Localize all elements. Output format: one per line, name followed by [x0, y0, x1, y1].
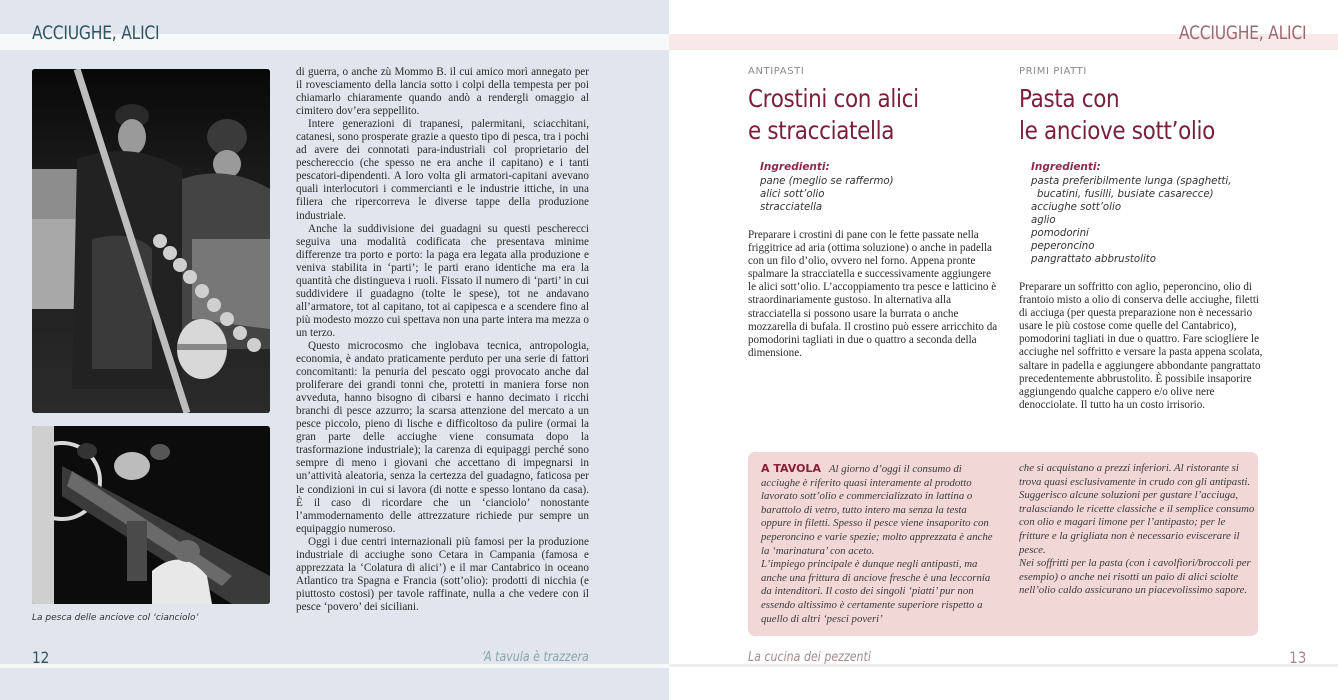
- preparation-text: Preparare un soffritto con aglio, peperoncino, olio di frantoio misto a olio di conserva delle acciughe, filetti di acciuga (per questa preparazione non è necessario usare le più costose come quelle del Cantabrico), pomodorini tagliati in due o quattro. Fare sciogliere le acciughe nel soffritto e versare la pasta appena scolata, saltare in padella e aggiungere abbondante pangrattato precedentemente abbrustolito. È possibile insaporire aggiungendo qualche cappero e/o olive nere denocciolate. Il tutto ha un costo irrisorio.: [1019, 281, 1263, 411]
- section-label: PRIMI PIATTI: [1019, 66, 1087, 77]
- paragraph: Questo microcosmo che inglobava tecnica, antropologia, economia, è andato praticamente perduto per una serie di fattori concomitanti: la penuria del pescato oggi provocato anche dal proliferare dei grandi tonni che, protetti in maniera forse non avveduta, hanno bisogno di cibarsi e hanno decimato i ricchi branchi di pesce azzurro; la scarsa attenzione del mercato a un pesce piccolo, pieno di lische e difficoltoso da pulire (ormai la gran parte delle acciughe viene consumata dopo la trasformazione industriale); la carenza di equipaggi perché sono sempre di meno i giovani che accettano di impegnarsi in un’attività aleatoria, senza la certezza del guadagno, faticosa per le condizioni in cui si lavora (di notte e spesso lontano da casa). È il caso di ricordare che un ‘cianciolo’ nonostante l’ammodernamento delle attrezzature richiede pur sempre un equipaggio numeroso.: [296, 339, 589, 535]
- recipe-title-line: le anciove sott’olio: [1019, 116, 1215, 145]
- ingredient: pasta preferibilmente lunga (spaghetti,: [1031, 176, 1232, 187]
- net-hauling-photo: [32, 426, 270, 604]
- page-number: 13: [1288, 648, 1306, 667]
- paragraph: Oggi i due centri internazionali più famosi per la produzione industriale di acciughe sono Cetara in Campania (famosa e apprezzata la ‘Colatura di alici’) e il mar Cantabrico in oceano Atlantico tra Spagna e Francia (sott’olio): prodotti di nicchia (e piuttosto costosi) per tavole raffinate, nulla a che vedere con il pesce ‘povero’ dei siciliani.: [296, 535, 589, 613]
- ingredient: stracciatella: [760, 202, 823, 213]
- running-head: ACCIUGHE, ALICI: [1178, 22, 1306, 44]
- right-page: [669, 0, 1338, 700]
- box-text: Al giorno d’oggi il consumo di acciughe è riferito quasi interamente al prodotto lavorato sott’olio e commercializzato in lattina o barattolo di vetro, tutto intero ma senza la testa oppure in filetti. Spesso il pesce viene insaporito con peperoncino e varie spezie; molto apprezzata è anche la ‘marinatura’ con aceto.: [761, 463, 993, 557]
- box-text: L’impiego principale è dunque negli antipasti, ma anche una frittura di anciove fresche è una leccornia da intenditori. Il costo dei singoli ‘piatti’ pur non essendo altissimo è certamente superiore rispetto a quello di altri ‘pesci poveri’: [761, 558, 991, 625]
- ingredients-list: [1031, 175, 1269, 266]
- fishermen-photo-image: [32, 69, 270, 413]
- preparation-text: Preparare i crostini di pane con le fette passate nella friggitrice ad aria (ottima soluzione) o anche in padella con un filo d’olio, ovvero nel forno. Appena pronte spalmare la stracciatella e successivamente aggiungere le alici sott’olio. L’accoppiamento tra pesce e latticino è straordinariamente gustoso. In alternativa alla stracciatella si possono usare la burrata o anche mozzarella di bufala. Il crostino può essere arricchito da pomodorini tagliati in due o quattro a seconda della dimensione.: [748, 229, 998, 359]
- net-hauling-photo-image: [32, 426, 270, 604]
- photo-caption: La pesca delle anciove col ‘cianciolo’: [32, 613, 199, 623]
- ingredient: bucatini, fusilli, busiate casarecce): [1037, 189, 1214, 200]
- page-number: 12: [32, 648, 50, 667]
- recipe-title: [1019, 83, 1234, 147]
- paragraph: Anche la suddivisione dei guadagni su questi pescherecci seguiva una modalità codificata che presentava minime differenze tra porto e porto: la paga era legata alla produzione e veniva stabilita in ‘parti’; le parti erano identiche ma era la quantità che distingueva i ruoli. Fissato il numero di ‘parti’ in cui suddividere il guadagno (tolte le spese), tot ne andavano all’armatore, tot al capitano, tot ai capipesca e a scendere fino al più modesto mozzo cui spettava non una parte intera ma mezza o un terzo.: [296, 222, 589, 339]
- section-label: ANTIPASTI: [748, 66, 805, 77]
- article-body: [296, 66, 589, 614]
- recipe-title-line: Crostini con alici: [748, 84, 919, 113]
- ingredient: acciughe sott’olio: [1031, 202, 1122, 213]
- ingredient: peperoncino: [1031, 241, 1095, 252]
- ingredient: pane (meglio se raffermo): [760, 176, 894, 187]
- recipe-title: [748, 83, 963, 147]
- book-title-footer: La cucina dei pezzenti: [748, 650, 871, 665]
- box-text: che si acquistano a prezzi inferiori. Al ristorante si trova quasi esclusivamente in crudo con gli antipasti.: [1019, 462, 1251, 488]
- ingredient: pomodorini: [1031, 228, 1089, 239]
- ingredient: pangrattato abbrustolito: [1031, 254, 1157, 265]
- fishermen-photo: [32, 69, 270, 413]
- box-text: Suggerisco alcune soluzioni per gustare l’acciuga, tralasciando le ricette classiche e il semplice consumo con olio e magari limone per l’antipasto; per le fritture e la grigliata non è necessario eviscerare il pesce.: [1019, 489, 1255, 556]
- recipe-title-line: e stracciatella: [748, 116, 895, 145]
- recipe-pasta: [1019, 66, 1269, 412]
- a-tavola-box: [748, 452, 1258, 636]
- paragraph: di guerra, o anche zù Mommo B. il cui amico morì annegato per il rovesciamento della lancia sotto i colpi della tempesta per poi chiamarlo chiaramente quando andò a rendergli omaggio al cimitero dov’era seppellito.: [296, 66, 589, 118]
- box-text: Nei soffritti per la pasta (con i cavolfiori/broccoli per esempio) o anche nei risotti un paio di alici sciolte nell’olio caldo assicurano un piacevolissimo sapore.: [1019, 557, 1251, 597]
- recipe-title-line: Pasta con: [1019, 84, 1120, 113]
- ingredient: alici sott’olio: [760, 189, 825, 200]
- ingredients-list: [760, 175, 998, 214]
- running-head: ACCIUGHE, ALICI: [32, 22, 160, 44]
- book-title-footer: ‘A tavula è trazzera: [482, 650, 589, 665]
- paragraph: Intere generazioni di trapanesi, palermitani, sciacchitani, catanesi, sono prosperate grazie a questo tipo di pesca, tra i pochi ad avere dei connotati para-industriali col proprietario del peschereccio (che spesso ne era anche il capitano) e i tanti pescatori-dipendenti. A loro volta gli armatori-capitani avevano quali interlocutori i commercianti e le industrie ittiche, in una filiera che ripercorreva le diverse tappe della produzione industriale.: [296, 118, 589, 222]
- ingredients-label: Ingredienti:: [1031, 161, 1101, 173]
- box-label: A TAVOLA: [761, 462, 821, 475]
- ingredients-label: Ingredienti:: [760, 161, 830, 173]
- recipe-crostini: [748, 66, 998, 360]
- ingredient: aglio: [1031, 215, 1056, 226]
- box-column: [761, 462, 999, 626]
- box-column: [1019, 462, 1257, 598]
